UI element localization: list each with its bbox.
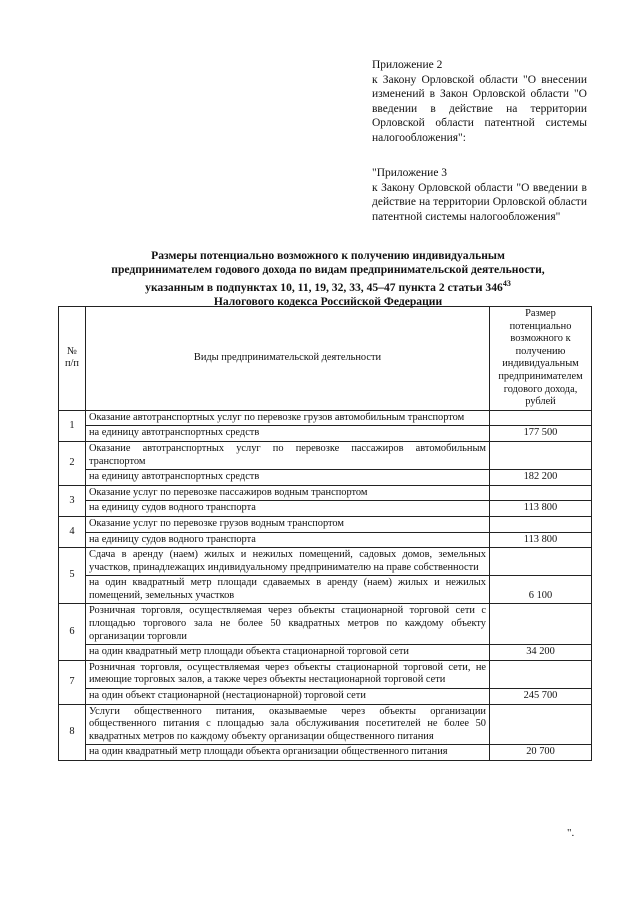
table-row — [59, 660, 592, 688]
row-number: 8 — [59, 704, 86, 760]
appendix-2-text: к Закону Орловской области "О внесении изменений в Закон Орловской области "О введении в действие на территории Орловской области патентной системы налогообложения": — [372, 73, 587, 144]
appendix-3-title: "Приложение 3 — [372, 167, 448, 179]
activity-description: Оказание услуг по перевозке грузов водным транспортом — [86, 516, 490, 532]
table-header-row — [59, 307, 592, 411]
unit-description: на единицу судов водного транспорта — [86, 501, 490, 517]
income-table — [58, 306, 592, 761]
table-row — [59, 704, 592, 745]
table-row — [59, 441, 592, 469]
appendix-2-note — [372, 58, 587, 145]
row-number: 5 — [59, 548, 86, 604]
row-number: 1 — [59, 410, 86, 441]
table-row — [59, 470, 592, 486]
heading-line-3 — [80, 277, 576, 295]
income-value: 113 800 — [490, 501, 592, 517]
unit-description: на один квадратный метр площади объекта организации общественного питания — [86, 745, 490, 761]
income-value: 245 700 — [490, 689, 592, 705]
table-row — [59, 532, 592, 548]
value-empty-cell — [490, 516, 592, 532]
header-value: Размер потенциально возможного к получению индивидуальным предпринимателем годового дохода, рублей — [490, 307, 592, 411]
unit-description: на один квадратный метр площади объекта стационарной торговой сети — [86, 645, 490, 661]
table-row — [59, 501, 592, 517]
activity-description: Оказание автотранспортных услуг по перевозке грузов автомобильным транспортом — [86, 410, 490, 426]
value-empty-cell — [490, 441, 592, 469]
table-row — [59, 645, 592, 661]
row-number: 3 — [59, 485, 86, 516]
income-value: 113 800 — [490, 532, 592, 548]
table-row — [59, 689, 592, 705]
heading-line-4: Налогового кодекса Российской Федерации — [213, 294, 443, 308]
income-value: 6 100 — [490, 576, 592, 604]
row-number: 4 — [59, 516, 86, 547]
row-number: 7 — [59, 660, 86, 704]
table-body — [59, 410, 592, 760]
unit-description: на единицу автотранспортных средств — [86, 470, 490, 486]
table-row — [59, 516, 592, 532]
header-activity: Виды предпринимательской деятельности — [86, 307, 490, 411]
value-empty-cell — [490, 660, 592, 688]
heading-line-3-text: указанным в подпунктах 10, 11, 19, 32, 33, 45–47 пункта 2 статьи 346 — [145, 280, 503, 294]
heading-superscript: 43 — [502, 279, 511, 288]
income-value: 177 500 — [490, 426, 592, 442]
income-value: 34 200 — [490, 645, 592, 661]
appendix-3-text: к Закону Орловской области "О введении в действие на территории Орловской области патентной системы налогообложения" — [372, 181, 587, 223]
table-row — [59, 426, 592, 442]
activity-description: Оказание автотранспортных услуг по перевозке пассажиров автомобильным транспортом — [86, 441, 490, 469]
appendix-3-note — [372, 166, 587, 224]
unit-description: на один объект стационарной (нестационарной) торговой сети — [86, 689, 490, 705]
value-empty-cell — [490, 485, 592, 501]
activity-description: Оказание услуг по перевозке пассажиров водным транспортом — [86, 485, 490, 501]
document-heading — [80, 249, 576, 309]
value-empty-cell — [490, 704, 592, 745]
activity-description: Услуги общественного питания, оказываемые через объекты организации общественного питания с площадью зала обслуживания посетителей не более 50 квадратных метров по каждому объекту организации общественного питания — [86, 704, 490, 745]
table-row — [59, 604, 592, 645]
table-row — [59, 485, 592, 501]
activity-description: Розничная торговля, осуществляемая через объекты стационарной торговой сети с площадью торгового зала не более 50 квадратных метров по каждому объекту организации торговли — [86, 604, 490, 645]
unit-description: на единицу судов водного транспорта — [86, 532, 490, 548]
heading-line-2: предпринимателем годового дохода по видам предпринимательской деятельности, — [111, 263, 545, 276]
activity-description: Розничная торговля, осуществляемая через объекты стационарной торговой сети, не имеющие торговых залов, а также через объекты нестационарной торговой сети — [86, 660, 490, 688]
table-row — [59, 745, 592, 761]
header-num: № п/п — [59, 307, 86, 411]
value-empty-cell — [490, 604, 592, 645]
activity-description: Сдача в аренду (наем) жилых и нежилых помещений, садовых домов, земельных участков, принадлежащих индивидуальному предпринимателю на праве собственности — [86, 548, 490, 576]
row-number: 2 — [59, 441, 86, 485]
table-row — [59, 576, 592, 604]
table-row — [59, 410, 592, 426]
closing-quote: ". — [567, 827, 575, 839]
appendix-2-title: Приложение 2 — [372, 59, 443, 71]
value-empty-cell — [490, 410, 592, 426]
unit-description: на один квадратный метр площади сдаваемых в аренду (наем) жилых и нежилых помещений, земельных участков — [86, 576, 490, 604]
income-value: 182 200 — [490, 470, 592, 486]
table-row — [59, 548, 592, 576]
income-value: 20 700 — [490, 745, 592, 761]
row-number: 6 — [59, 604, 86, 660]
value-empty-cell — [490, 548, 592, 576]
unit-description: на единицу автотранспортных средств — [86, 426, 490, 442]
heading-line-1: Размеры потенциально возможного к получению индивидуальным — [151, 249, 505, 262]
